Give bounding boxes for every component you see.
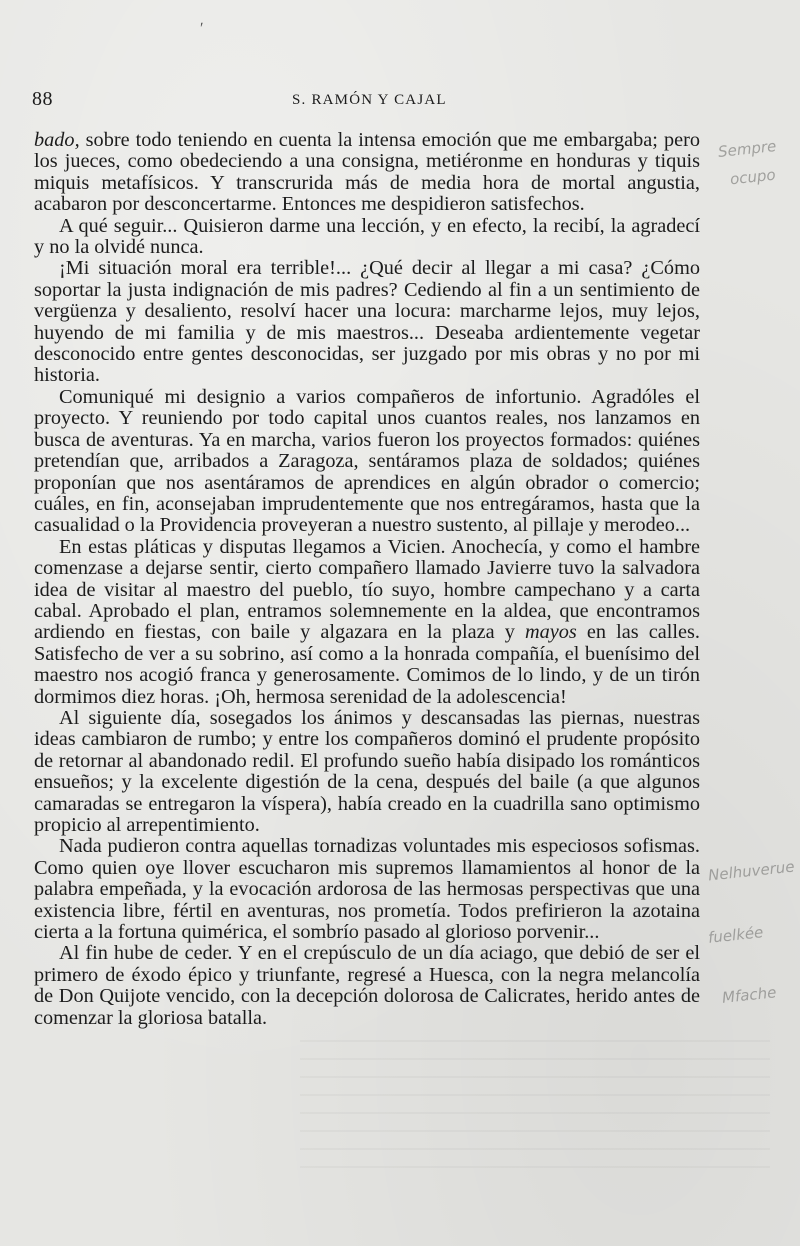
paragraph-text: sobre todo teniendo en cuenta la intensa emoción que me embargaba; pero los jueces, como obedeciendo a una consigna, metiéronme en honduras y tiquis miquis metafísicos. Y transcrurida más de media hora de mortal angustia, acabaron por desconcertarme. Entonces me despidieron satisfechos. bbox=[34, 129, 700, 216]
running-title: S. RAMÓN Y CAJAL bbox=[292, 92, 447, 108]
margin-handwriting: Mfache bbox=[721, 983, 778, 1007]
page-number: 88 bbox=[32, 88, 53, 110]
margin-handwriting: ocupo bbox=[729, 165, 777, 189]
paragraph bbox=[34, 130, 700, 216]
paragraph: Comuniqué mi designio a varios compañeros de infortunio. Agradóles el proyecto. Y reuniendo por todo capital unos cuantos reales, nos lanzamos en busca de aventuras. Ya en marcha, varios fueron los proyectos formados: quiénes pretendían que, arribados a Zaragoza, sentáramos plaza de soldados; quiénes proponían que nos asentáramos de aprendices en algún obrador o comercio; cuáles, en fin, aconsejaban imprudentemente que nos entregáramos, hasta que la casualidad o la Providencia proveyeran a nuestro sustento, al pillaje y merodeo... bbox=[34, 385, 700, 537]
italic-word: mayos bbox=[525, 621, 577, 644]
stray-mark-icon: ʹ bbox=[200, 20, 204, 37]
margin-handwriting: fuelkée bbox=[707, 923, 765, 947]
margin-handwriting: Nelhuverue bbox=[707, 857, 796, 885]
paragraph-lead: bado, bbox=[34, 129, 80, 151]
paragraph: A qué seguir... Quisieron darme una lección, y en efecto, la recibí, la agradecí y no la olvidé nunca. bbox=[34, 214, 700, 259]
paragraph-text: En estas pláticas y disputas llegamos a Vicien. Anochecía, y como el hambre comenzase a dejarse sentir, cierto compañero llamado Javierre tuvo la salvadora idea de visitar al maestro del pueblo, tío suyo, hombre campechano y a carta cabal. Aprobado el plan, entramos solemnemente en la aldea, que encontramos ardiendo en fiestas, con baile y algazara en la plaza y bbox=[34, 535, 700, 644]
margin-handwriting: Sempre bbox=[717, 137, 778, 161]
paragraph: Al fin hube de ceder. Y en el crepúsculo de un día aciago, que debió de ser el primero de éxodo épico y triunfante, regresé a Huesca, con la negra melancolía de Don Quijote vencido, con la decepción dolorosa de Calicrates, herido antes de comenzar la gloriosa batalla. bbox=[34, 942, 700, 1029]
reverse-side-bleed-through bbox=[300, 1040, 770, 1180]
paragraph bbox=[34, 537, 700, 708]
paragraph: Nada pudieron contra aquellas tornadizas voluntades mis especiosos sofismas. Como quien oye llover escucharon mis supremos llamamientos al honor de la palabra empeñada, y la evocación ardorosa de las hermosas perspectivas que una existencia libre, fértil en aventuras, nos prometía. Todos prefirieron la azotaina cierta a la fortuna quimérica, el sombrío pasado al glorioso porvenir... bbox=[34, 835, 700, 944]
running-head bbox=[32, 88, 752, 112]
body-text bbox=[34, 130, 700, 1029]
paragraph: Al siguiente día, sosegados los ánimos y descansadas las piernas, nuestras ideas cambiaron de rumbo; y entre los compañeros dominó el prudente propósito de retornar al abandonado redil. El profundo sueño había disipado los románticos ensueños; y la excelente digestión de la cena, después del baile (a que algunos camaradas se entregaron la víspera), había creado en la cuadrilla sano optimismo propicio al arrepentimiento. bbox=[34, 706, 700, 836]
paragraph: ¡Mi situación moral era terrible!... ¿Qué decir al llegar a mi casa? ¿Cómo soportar la justa indignación de mis padres? Cediendo al fin a un sentimiento de vergüenza y desaliento, resolví hacer una locura: marcharme lejos, muy lejos, huyendo de mi familia y de mis maestros... Deseaba ardientemente vegetar desconocido entre gentes desconocidas, ser juzgado por mis obras y no por mi historia. bbox=[34, 257, 700, 387]
paragraph-text: en las calles. Satisfecho de ver a su sobrino, así como a la honrada compañía, el buenísimo del maestro nos acogió franca y generosamente. Comimos de lo lindo, y de un tirón dormimos diez horas. ¡Oh, hermosa serenidad de la adolescencia! bbox=[34, 621, 700, 708]
